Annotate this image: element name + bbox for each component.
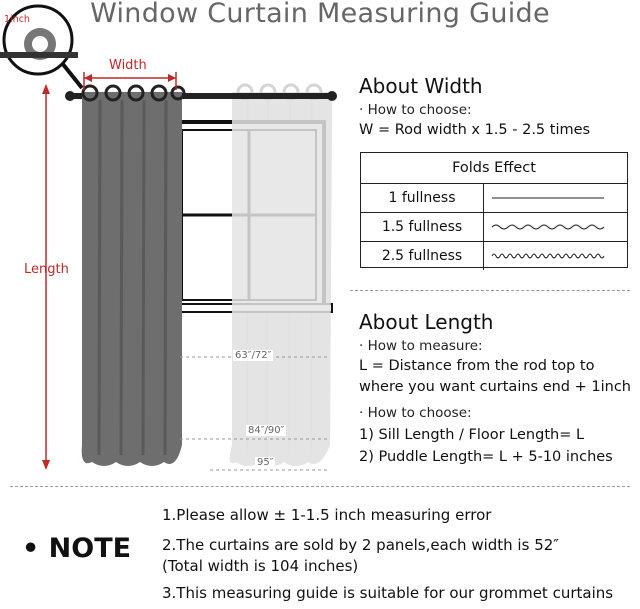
section-divider <box>350 290 630 291</box>
folds-effect-table <box>360 152 628 268</box>
length-choice-1: 1) Sill Length / Floor Length= L <box>359 427 585 443</box>
table-row <box>361 213 627 242</box>
note-item-1: 1.Please allow ± 1-1.5 inch measuring error <box>162 506 492 524</box>
table-row <box>361 184 627 213</box>
fullness-label: 1.5 fullness <box>361 213 484 241</box>
inch-badge-label: 1inch <box>4 14 30 25</box>
page-title: Window Curtain Measuring Guide <box>90 0 550 29</box>
length-measure-line-2: where you want curtains end + 1inch <box>359 379 631 395</box>
table-row <box>361 242 627 270</box>
length-label: Length <box>24 262 69 277</box>
fullness-label: 2.5 fullness <box>361 242 484 270</box>
width-how-label: · How to choose: <box>359 102 472 118</box>
note-divider <box>10 486 630 487</box>
width-formula: W = Rod width x 1.5 - 2.5 times <box>359 122 591 138</box>
length-choice-2: 2) Puddle Length= L + 5-10 inches <box>359 449 613 465</box>
note-item-2: 2.The curtains are sold by 2 panels,each width is 52″ <box>162 536 559 554</box>
floor-length-mark: 84″/90″ <box>248 425 285 436</box>
length-measure-line-1: L = Distance from the rod top to <box>359 358 595 374</box>
fold-sample-dense-wave <box>484 242 627 270</box>
length-measure-arrow <box>42 84 50 470</box>
length-how-choose-label: · How to choose: <box>359 405 472 421</box>
puddle-length-mark: 95″ <box>257 457 274 468</box>
note-item-2-detail: (Total width is 104 inches) <box>162 557 359 575</box>
fold-sample-flat <box>484 184 627 212</box>
fullness-label: 1 fullness <box>361 184 484 212</box>
fold-sample-wave <box>484 213 627 241</box>
about-length-heading: About Length <box>359 310 494 334</box>
note-label: • NOTE <box>22 533 132 564</box>
curtain-illustration <box>0 0 350 480</box>
note-item-3: 3.This measuring guide is suitable for our grommet curtains <box>162 584 614 602</box>
width-label: Width <box>109 58 147 73</box>
sill-length-mark: 63″/72″ <box>235 350 272 361</box>
about-width-heading: About Width <box>359 74 483 98</box>
length-how-measure-label: · How to measure: <box>359 338 483 354</box>
curtain-panel <box>82 86 184 466</box>
folds-table-header: Folds Effect <box>361 153 627 184</box>
